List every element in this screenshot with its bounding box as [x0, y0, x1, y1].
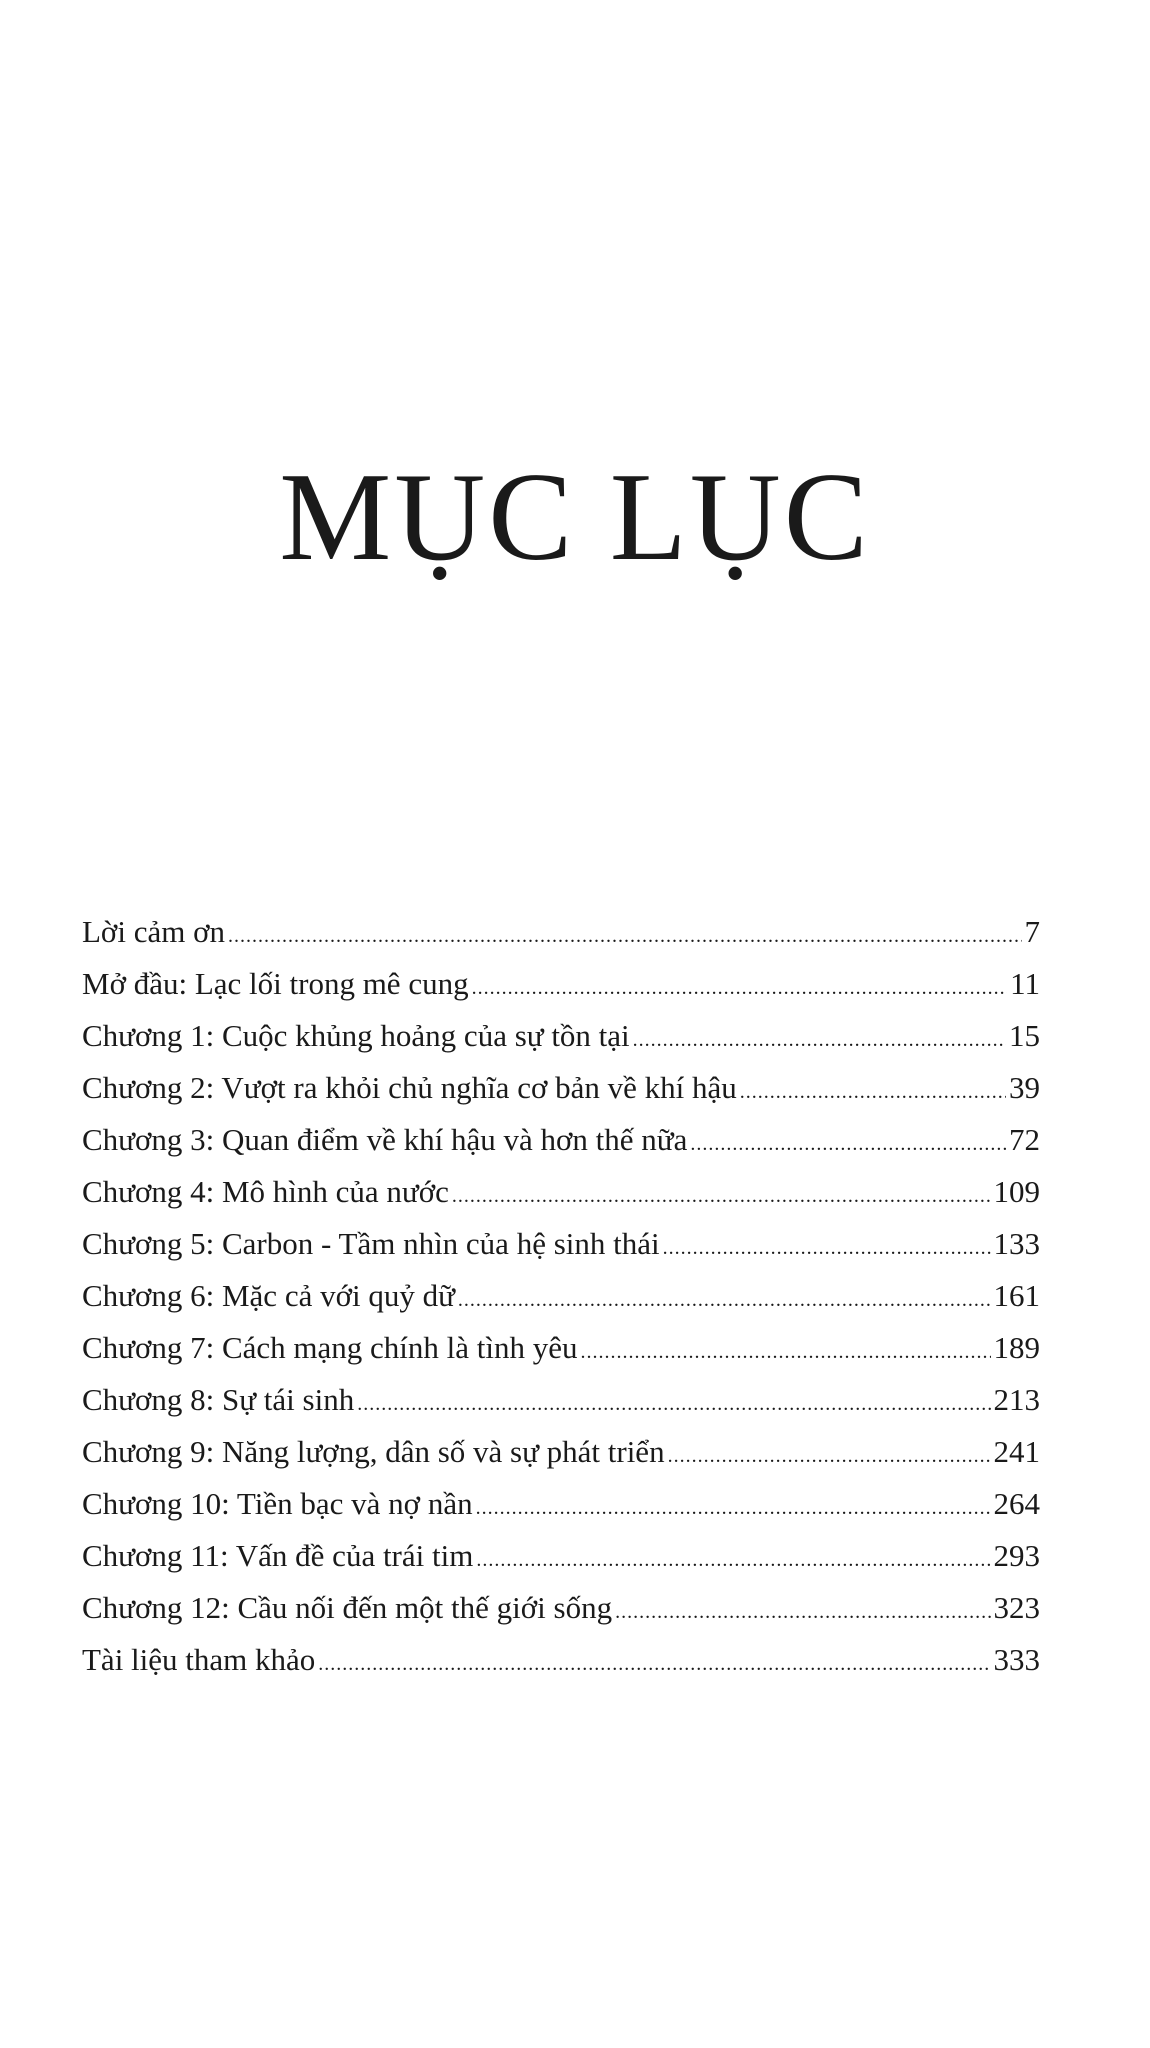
toc-entry: [82, 906, 1040, 958]
toc-dot-leader: [458, 1270, 991, 1326]
toc-entry-page: 11: [1010, 966, 1040, 1001]
toc-entry-page: 333: [993, 1642, 1040, 1677]
toc-entry-label: Chương 7: Cách mạng chính là tình yêu: [82, 1330, 578, 1365]
toc-entry-page: 72: [1009, 1122, 1040, 1157]
toc-entry: [82, 1062, 1040, 1114]
toc-entry: [82, 1374, 1040, 1426]
toc-entry-page: 161: [993, 1278, 1040, 1313]
toc-entry-page: 293: [993, 1538, 1040, 1573]
toc-entry-page: 189: [993, 1330, 1040, 1365]
toc-dot-leader: [633, 1010, 1006, 1066]
toc-dot-leader: [663, 1218, 991, 1274]
toc-dot-leader: [668, 1426, 991, 1482]
toc-entry-label: Chương 3: Quan điểm về khí hậu và hơn thế nữa: [82, 1122, 688, 1157]
toc-entry-label: Chương 4: Mô hình của nước: [82, 1174, 449, 1209]
toc-entry: [82, 1010, 1040, 1062]
toc-dot-leader: [476, 1530, 990, 1586]
toc-dot-leader: [472, 958, 1008, 1014]
toc-entry: [82, 1270, 1040, 1322]
toc-dot-leader: [581, 1322, 991, 1378]
toc-entry-label: Chương 10: Tiền bạc và nợ nần: [82, 1486, 473, 1521]
toc-entry-label: Chương 8: Sự tái sinh: [82, 1382, 355, 1417]
toc-entry-label: Chương 11: Vấn đề của trái tim: [82, 1538, 474, 1573]
toc-dot-leader: [690, 1114, 1006, 1170]
toc-dot-leader: [228, 906, 1022, 962]
toc-dot-leader: [615, 1582, 990, 1638]
toc-entry-page: 213: [993, 1382, 1040, 1417]
toc-entry-page: 7: [1024, 914, 1040, 949]
toc-entry-page: 264: [993, 1486, 1040, 1521]
toc-entry: [82, 1322, 1040, 1374]
toc-dot-leader: [740, 1062, 1006, 1118]
toc-entry: [82, 1582, 1040, 1634]
toc-entry-page: 323: [993, 1590, 1040, 1625]
toc-entry-label: Tài liệu tham khảo: [82, 1642, 316, 1677]
toc-entry: [82, 1530, 1040, 1582]
toc-entry-label: Chương 5: Carbon - Tầm nhìn của hệ sinh thái: [82, 1226, 660, 1261]
toc-entry-page: 109: [993, 1174, 1040, 1209]
toc-entry-label: Lời cảm ơn: [82, 914, 225, 949]
toc-entry: [82, 1166, 1040, 1218]
toc-dot-leader: [357, 1374, 990, 1430]
table-of-contents: [82, 906, 1040, 1686]
toc-entry: [82, 1634, 1040, 1686]
toc-dot-leader: [318, 1634, 990, 1690]
toc-entry: [82, 1478, 1040, 1530]
toc-entry: [82, 958, 1040, 1010]
toc-entry-label: Chương 1: Cuộc khủng hoảng của sự tồn tại: [82, 1018, 630, 1053]
toc-entry: [82, 1426, 1040, 1478]
page-title: MỤC LỤC: [279, 448, 871, 587]
toc-entry-label: Chương 6: Mặc cả với quỷ dữ: [82, 1278, 455, 1313]
toc-entry: [82, 1218, 1040, 1270]
toc-dot-leader: [476, 1478, 991, 1534]
toc-entry: [82, 1114, 1040, 1166]
toc-entry-page: 39: [1009, 1070, 1040, 1105]
toc-entry-label: Chương 12: Cầu nối đến một thế giới sống: [82, 1590, 613, 1625]
toc-entry-label: Chương 9: Năng lượng, dân số và sự phát triển: [82, 1434, 665, 1469]
toc-entry-label: Mở đầu: Lạc lối trong mê cung: [82, 966, 469, 1001]
toc-entry-label: Chương 2: Vượt ra khỏi chủ nghĩa cơ bản về khí hậu: [82, 1070, 737, 1105]
toc-entry-page: 241: [993, 1434, 1040, 1469]
toc-entry-page: 15: [1009, 1018, 1040, 1053]
toc-dot-leader: [452, 1166, 991, 1222]
toc-entry-page: 133: [993, 1226, 1040, 1261]
